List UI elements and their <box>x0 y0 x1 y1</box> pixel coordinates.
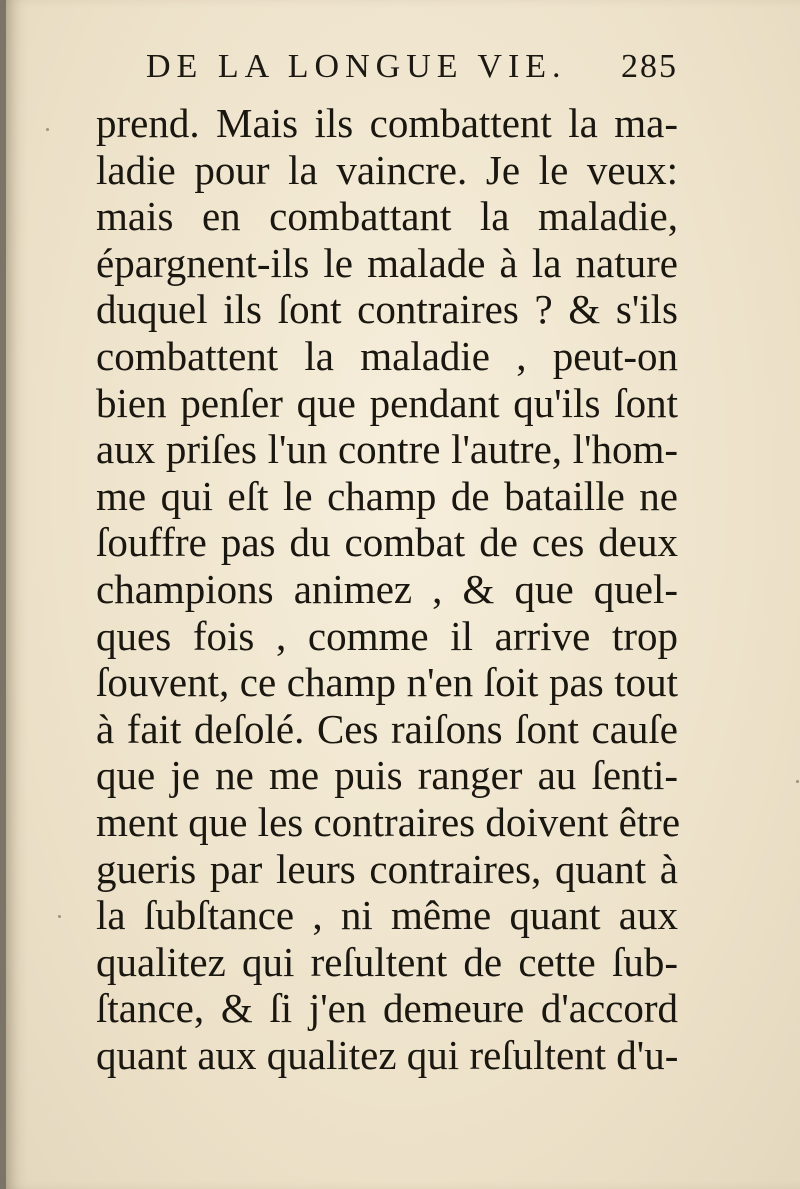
text-line: me qui eſt le champ de bataille ne <box>96 472 678 519</box>
text-line: épargnent-ils le malade à la nature <box>96 239 678 286</box>
running-head <box>146 44 678 94</box>
text-line: ſtance, & ſi j'en demeure d'accord <box>96 985 678 1032</box>
text-line: combattent la maladie , peut-on <box>96 332 678 379</box>
text-line: champions animez , & que quel- <box>96 565 678 612</box>
text-line: aux priſes l'un contre l'autre, l'hom- <box>96 426 678 473</box>
body-text <box>96 100 681 1078</box>
text-line: bien penſer que pendant qu'ils ſont <box>96 379 678 426</box>
text-line: la ſubſtance , ni même quant aux <box>96 892 678 939</box>
text-line: ſouvent, ce champ n'en ſoit pas tout <box>96 659 678 706</box>
text-line: duquel ils ſont contraires ? & s'ils <box>96 286 678 333</box>
paper-speck <box>58 915 61 918</box>
text-line: ſouffre pas du combat de ces deux <box>96 519 678 566</box>
text-line: mais en combattant la maladie, <box>96 193 678 240</box>
running-head-title: DE LA LONGUE VIE. <box>146 48 567 85</box>
text-line: ment que les contraires doivent être <box>96 798 681 845</box>
text-line: prend. Mais ils combattent la ma- <box>96 100 678 146</box>
text-line: qualitez qui reſultent de cette ſub- <box>96 938 678 985</box>
book-page <box>6 0 800 1189</box>
paper-speck <box>796 780 799 783</box>
text-line: ladie pour la vaincre. Je le veux: <box>96 146 678 193</box>
text-line: ques fois , comme il arrive trop <box>96 612 678 659</box>
text-line: à fait deſolé. Ces raiſons ſont cauſe <box>96 705 678 752</box>
page-number: 285 <box>621 48 678 85</box>
text-line: que je ne me puis ranger au ſenti- <box>96 752 678 799</box>
text-line: gueris par leurs contraires, quant à <box>96 845 678 892</box>
paper-speck <box>46 128 49 131</box>
text-line: quant aux qualitez qui reſultent d'u- <box>96 1031 679 1078</box>
